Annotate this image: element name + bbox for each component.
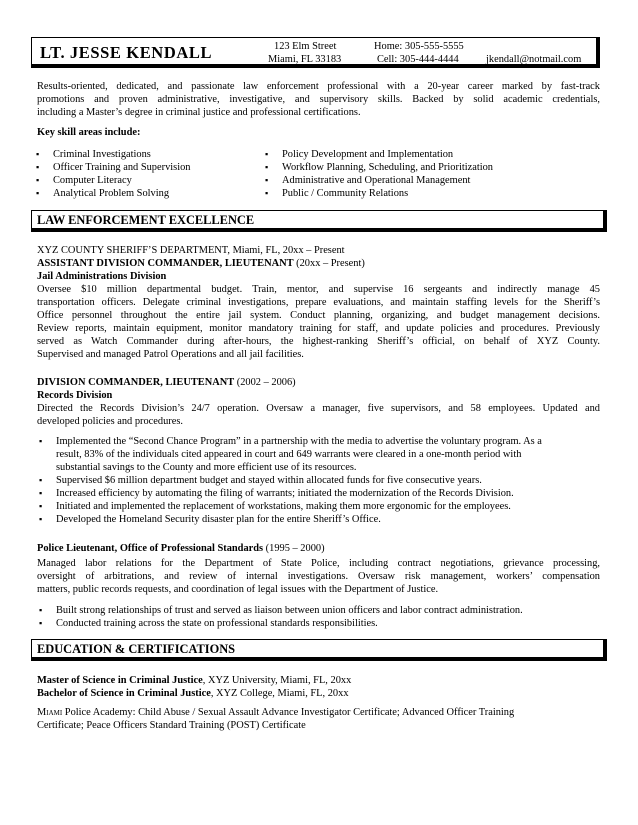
description-line: developed policies and procedures. — [37, 416, 183, 427]
summary — [37, 80, 600, 119]
section-title: LAW ENFORCEMENT EXCELLENCE — [37, 213, 255, 227]
role-title: DIVISION COMMANDER, LIEUTENANT — [37, 377, 235, 388]
role-description — [37, 402, 600, 428]
skill-item: ▪ Officer Training and Supervision — [35, 161, 255, 174]
summary-line: Results-oriented, dedicated, and passionate law enforcement professional with a 20-year career marked by fast-track — [37, 81, 600, 92]
role-description — [37, 557, 600, 596]
skill-item: ▪ Criminal Investigations — [35, 148, 255, 161]
achievement-item: ▪ Built strong relationships of trust and served as liaison between union officers and labor contract administration. — [38, 604, 600, 617]
degree-name: Bachelor of Science in Criminal Justice — [37, 688, 211, 699]
certification-line — [37, 706, 600, 719]
skill-item: ▪ Workflow Planning, Scheduling, and Prioritization — [264, 161, 554, 174]
certification-line: Certificate; Peace Officers Standard Training (POST) Certificate — [37, 720, 306, 731]
division-name: Records Division — [37, 390, 113, 401]
description-line: Review reports, maintain equipment, monitor mandatory training for staff, and update policies and procedures. Previously — [37, 323, 600, 334]
description-line: Directed the Records Division’s 24/7 operation. Oversaw a manager, five supervisors, and 58 employees. Updated and — [37, 403, 600, 414]
description-line: oversight of arbitrations, and review of internal investigations. Oversaw risk management, workers’ compensation — [37, 571, 600, 582]
description-line: matters, public records requests, and coordination of legal issues with the Department of Justice. — [37, 584, 439, 595]
degree-school: , XYZ College, Miami, FL, 20xx — [210, 688, 349, 699]
skills-heading: Key skill areas include: — [37, 127, 141, 138]
role-heading — [37, 376, 296, 389]
skill-item: ▪ Administrative and Operational Management — [264, 174, 554, 187]
description-line: transportation officers. Delegate criminal investigations, prepare evaluations, and maintain staffing levels for the Sheriff’s — [37, 297, 600, 308]
skill-item: ▪ Computer Literacy — [35, 174, 255, 187]
achievement-line: ▪ Implemented the “Second Chance Program” in a partnership with the media to advertise the voluntary program. As a — [56, 436, 542, 447]
degree-line — [37, 674, 351, 687]
address-city: Miami, FL 33183 — [268, 54, 342, 65]
employer: XYZ COUNTY SHERIFF’S DEPARTMENT, Miami, FL, 20xx – Present — [37, 245, 345, 256]
cell-phone: Cell: 305-444-4444 — [377, 54, 459, 65]
role-dates: (20xx – Present) — [293, 258, 365, 269]
role-dates: (1995 – 2000) — [263, 543, 325, 554]
candidate-name: LT. JESSE KENDALL — [40, 43, 213, 62]
achievement-line: result, 83% of the individuals cited appeared in court and 649 warrants were cleared in a one-month period with — [56, 449, 522, 460]
achievement-item — [38, 435, 600, 474]
address-street: 123 Elm Street — [274, 41, 337, 52]
section-title: EDUCATION & CERTIFICATIONS — [37, 642, 236, 656]
achievement-item: ▪ Increased efficiency by automating the filing of warrants; initiated the modernization of the Records Division. — [38, 487, 600, 500]
degree-name: Master of Science in Criminal Justice — [37, 675, 203, 686]
degree-line — [37, 687, 349, 700]
summary-line: including a Master’s degree in criminal justice and professional certifications. — [37, 107, 361, 118]
skills-list-right — [264, 148, 554, 200]
cert-city: Miami — [37, 707, 63, 718]
home-phone: Home: 305-555-5555 — [374, 41, 464, 52]
skill-item: ▪ Policy Development and Implementation — [264, 148, 554, 161]
achievement-line: substantial savings to the County and more efficient use of its resources. — [56, 462, 357, 473]
description-line: served as Watch Commander during after-hours, the highest-ranking Sheriff’s official, on behalf of XYZ County. — [37, 336, 600, 347]
role-heading — [37, 257, 365, 270]
achievements-list — [38, 604, 600, 630]
skills-list-left — [35, 148, 255, 200]
section-header-education — [31, 639, 607, 661]
description-line: Office personnel throughout the entire jail system. Conduct planning, organizing, and budget management decisions. — [37, 310, 600, 321]
role-heading — [37, 542, 325, 555]
division-name: Jail Administrations Division — [37, 271, 167, 282]
role-title: ASSISTANT DIVISION COMMANDER, LIEUTENANT — [37, 258, 294, 269]
degree-school: , XYZ University, Miami, FL, 20xx — [202, 675, 352, 686]
description-line: Oversee $10 million departmental budget. Train, mentor, and supervise 16 sergeants and indirectly manage 45 — [37, 284, 600, 295]
section-header-law — [31, 210, 607, 232]
role-description — [37, 283, 600, 361]
skill-item: ▪ Public / Community Relations — [264, 187, 554, 200]
summary-line: promotions and proven administrative, investigative, and supervisory skills. Backed by solid academic credentials, — [37, 94, 600, 105]
achievements-list — [38, 435, 600, 526]
email-link[interactable]: jkendall@notmail.com — [486, 54, 582, 65]
cert-text: Police Academy: Child Abuse / Sexual Assault Advance Investigator Certificate; Advanced Officer Training — [62, 707, 515, 718]
achievement-item: ▪ Conducted training across the state on professional standards responsibilities. — [38, 617, 600, 630]
skill-item: ▪ Analytical Problem Solving — [35, 187, 255, 200]
role-dates: (2002 – 2006) — [234, 377, 296, 388]
role-title: Police Lieutenant, Office of Professional Standards — [37, 543, 264, 554]
achievement-item: ▪ Initiated and implemented the replacement of workstations, making them more ergonomic for the employees. — [38, 500, 600, 513]
achievement-item: ▪ Supervised $6 million department budget and stayed within allocated funds for five consecutive years. — [38, 474, 600, 487]
description-line: Managed labor relations for the Department of State Police, including contract negotiations, grievance processing, — [37, 558, 600, 569]
certifications — [37, 706, 600, 732]
description-line: Supervised and managed Patrol Operations and all jail facilities. — [37, 349, 304, 360]
achievement-item: ▪ Developed the Homeland Security disaster plan for the entire Sheriff’s Office. — [38, 513, 600, 526]
